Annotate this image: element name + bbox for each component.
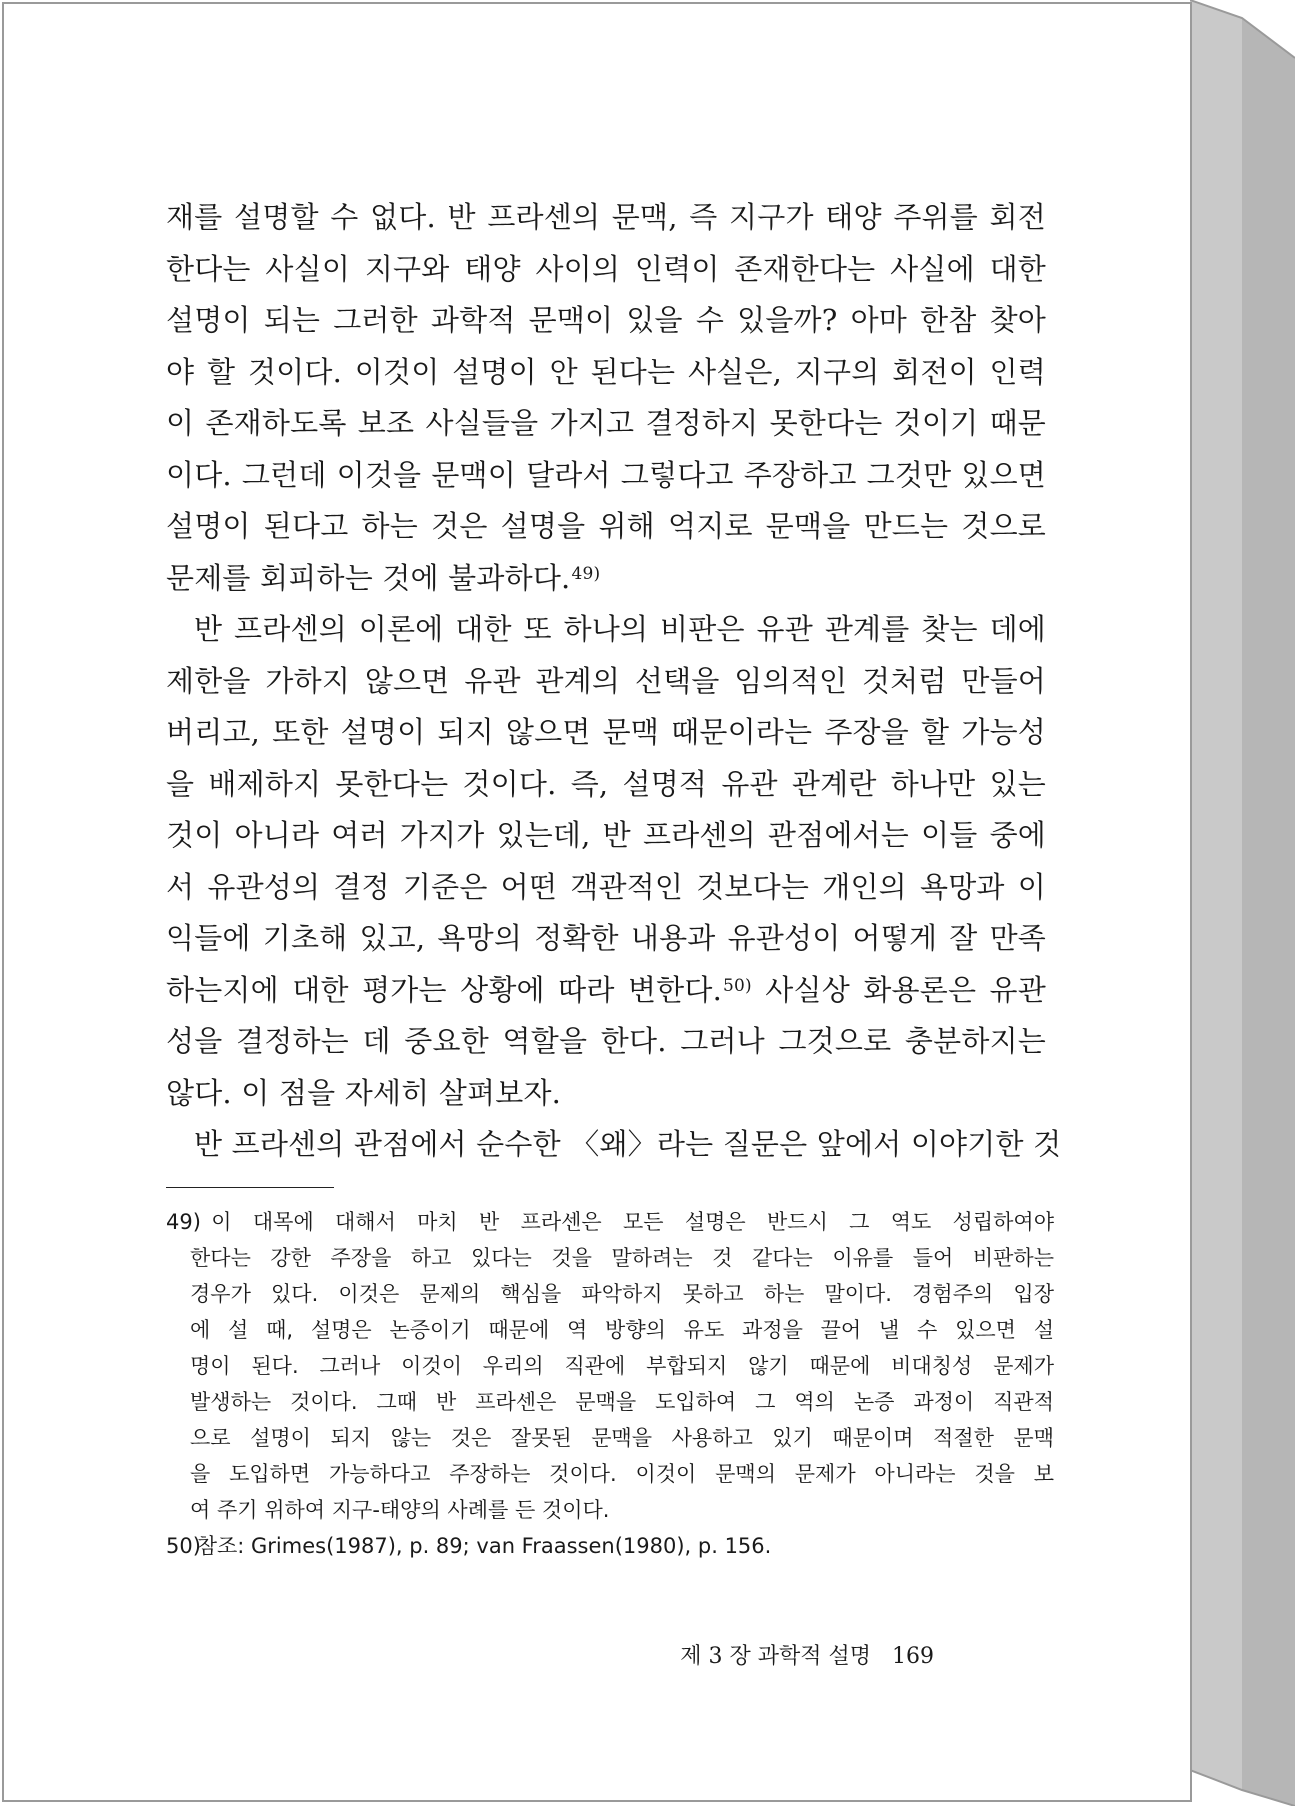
footnote-text: 참조: Grimes(1987), p. 89; van Fraassen(1980), p. 156.	[196, 1534, 772, 1558]
paragraph-1	[166, 192, 1046, 604]
paragraph-3	[166, 1119, 1062, 1171]
text-segment: 문제를 회피하는 것에 불과하다.	[166, 560, 571, 595]
text-line: 야 할 것이다. 이것이 설명이 안 된다는 사실은, 지구의 회전이 인력	[166, 354, 1046, 389]
text-line: 재를 설명할 수 없다. 반 프라센의 문맥, 즉 지구가 태양 주위를 회전	[166, 200, 1046, 234]
text-segment: 하는지에 대한 평가는 상황에 따라 변한다.	[166, 972, 723, 1007]
text-line: 반 프라센의 관점에서 순수한 〈왜〉라는 질문은 앞에서 이야기한 것	[194, 1127, 1062, 1161]
footnote-50	[166, 1528, 1054, 1564]
text-line	[166, 553, 1046, 605]
text-line: 이 존재하도록 보조 사실들을 가지고 결정하지 못한다는 것이기 때문	[166, 406, 1046, 440]
footnote-line: 에 설 때, 설명은 논증이기 때문에 역 방향의 유도 과정을 끌어 낼 수 있으면 설	[190, 1318, 1054, 1342]
footnote-ref-50: 50)	[723, 975, 752, 996]
footnote-line	[166, 1528, 1054, 1564]
footnote-line: 명이 된다. 그러나 이것이 우리의 직관에 부합되지 않기 때문에 비대칭성 문제가	[190, 1354, 1054, 1378]
footnote-divider	[166, 1187, 334, 1188]
chapter-title: 제 3 장 과학적 설명	[680, 1644, 871, 1669]
text-line: 반 프라센의 이론에 대한 또 하나의 비판은 유관 관계를 찾는 데에	[194, 612, 1046, 646]
footnote-line: 한다는 강한 주장을 하고 있다는 것을 말하려는 것 같다는 이유를 들어 비판하는	[190, 1246, 1054, 1270]
page-number: 169	[892, 1644, 934, 1669]
text-line: 성을 결정하는 데 중요한 역할을 한다. 그러나 그것으로 충분하지는	[166, 1024, 1046, 1058]
body-text	[166, 192, 1062, 1171]
footnote-number: 50)	[166, 1534, 201, 1558]
text-segment: 사실상 화용론은 유관	[751, 972, 1046, 1007]
text-line: 설명이 되는 그러한 과학적 문맥이 있을 수 있을까? 아마 한참 찾아	[166, 303, 1046, 337]
text-line: 익들에 기초해 있고, 욕망의 정확한 내용과 유관성이 어떻게 잘 만족	[166, 921, 1046, 955]
footnote-ref-49: 49)	[571, 563, 601, 584]
paragraph-2	[166, 604, 1046, 1119]
text-line: 설명이 된다고 하는 것은 설명을 위해 억지로 문맥을 만드는 것으로	[166, 509, 1046, 543]
running-footer	[680, 1639, 934, 1670]
footnote-line	[166, 1204, 1054, 1240]
footnote-line: 발생하는 것이다. 그때 반 프라센은 문맥을 도입하여 그 역의 논증 과정이 직관적	[190, 1390, 1054, 1414]
footnote-49	[166, 1204, 1054, 1528]
footnote-number: 49)	[166, 1210, 201, 1234]
book-edge-shadow	[1190, 0, 1295, 1806]
text-line: 제한을 가하지 않으면 유관 관계의 선택을 임의적인 것처럼 만들어	[166, 663, 1046, 698]
text-line: 이다. 그런데 이것을 문맥이 달라서 그렇다고 주장하고 그것만 있으면	[166, 457, 1046, 492]
text-line: 않다. 이 점을 자세히 살펴보자.	[166, 1075, 562, 1110]
footnote-line: 여 주기 위하여 지구-태양의 사례를 든 것이다.	[190, 1498, 610, 1522]
footnote-line: 을 도입하면 가능하다고 주장하는 것이다. 이것이 문맥의 문제가 아니라는 것을 보	[190, 1462, 1054, 1486]
footnote-text: 이 대목에 대해서 마치 반 프라센은 모든 설명은 반드시 그 역도 성립하여야	[211, 1210, 1054, 1234]
text-line: 것이 아니라 여러 가지가 있는데, 반 프라센의 관점에서는 이들 중에	[166, 818, 1046, 852]
text-line: 버리고, 또한 설명이 되지 않으면 문맥 때문이라는 주장을 할 가능성	[166, 715, 1046, 749]
footnote-line: 경우가 있다. 이것은 문제의 핵심을 파악하지 못하고 하는 말이다. 경험주의 입장	[190, 1282, 1054, 1306]
footnote-line: 으로 설명이 되지 않는 것은 잘못된 문맥을 사용하고 있기 때문이며 적절한 문맥	[190, 1426, 1054, 1450]
text-line: 서 유관성의 결정 기준은 어떤 객관적인 것보다는 개인의 욕망과 이	[166, 869, 1046, 904]
book-page	[2, 2, 1192, 1802]
footnotes	[166, 1204, 1054, 1564]
text-line: 을 배제하지 못한다는 것이다. 즉, 설명적 유관 관계란 하나만 있는	[166, 766, 1046, 801]
text-line: 한다는 사실이 지구와 태양 사이의 인력이 존재한다는 사실에 대한	[166, 251, 1046, 286]
text-line	[166, 965, 1046, 1017]
